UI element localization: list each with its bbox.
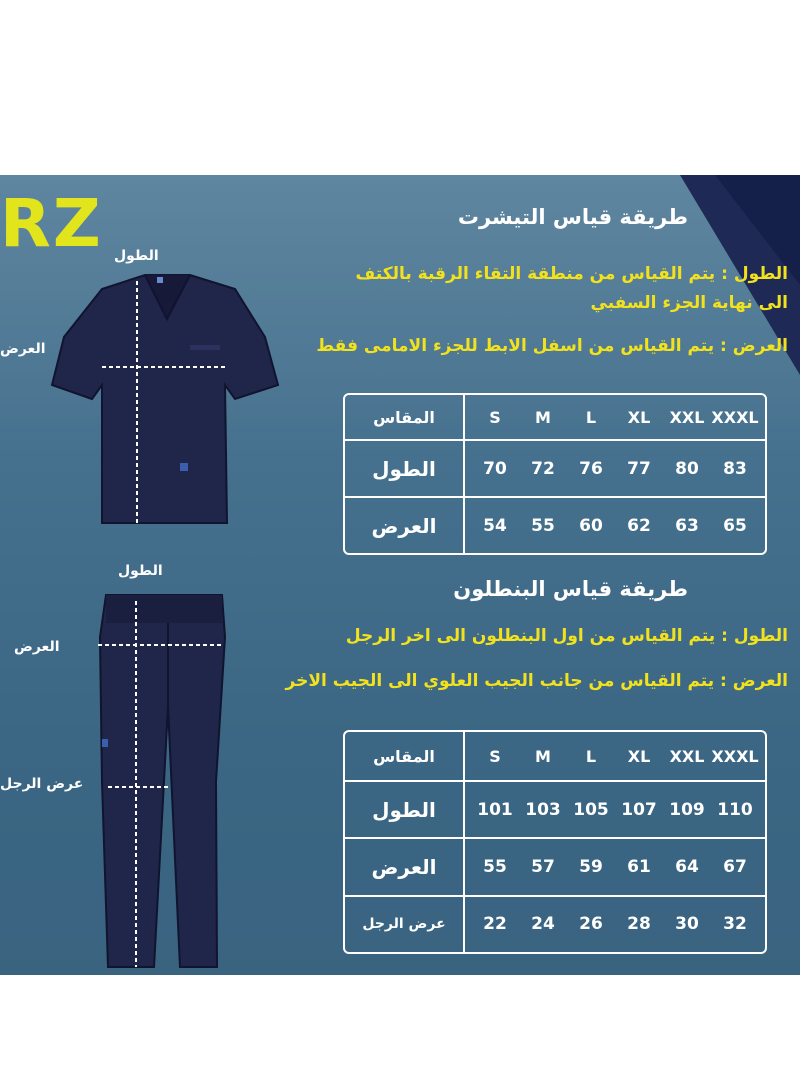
- size-s: S: [489, 407, 501, 427]
- table-cell: 61: [627, 856, 651, 877]
- size-xl: XL: [627, 407, 651, 427]
- shirt-table-size-row: [463, 395, 765, 439]
- table-cell: 76: [579, 458, 603, 479]
- shirt-length-line-1: الطول : يتم القياس من منطقة التقاء الرقبة بالكتف: [355, 264, 788, 284]
- size-xxl: XXL: [669, 407, 705, 427]
- pants-table-header-label: المقاس: [373, 746, 435, 766]
- pants-size-table: [343, 730, 767, 954]
- table-cell: 30: [675, 914, 699, 935]
- table-cell: 67: [723, 856, 747, 877]
- shirt-row-length-label: الطول: [345, 439, 463, 496]
- brand-logo: RZ: [0, 185, 103, 262]
- table-row: [463, 439, 765, 496]
- table-cell: 24: [531, 914, 555, 935]
- table-row: [463, 496, 765, 553]
- table-cell: 110: [717, 799, 753, 820]
- pants-row-length-label: الطول: [345, 780, 463, 837]
- table-cell: 83: [723, 458, 747, 479]
- table-cell: 70: [483, 458, 507, 479]
- table-cell: 101: [477, 799, 513, 820]
- shirt-width-line: العرض : يتم القياس من اسفل الابط للجزء الامامى فقط: [316, 336, 788, 356]
- table-cell: 77: [627, 458, 651, 479]
- table-cell: 57: [531, 856, 555, 877]
- shirt-diagram: [30, 267, 290, 537]
- table-cell: 72: [531, 458, 555, 479]
- size-xl: XL: [627, 746, 651, 766]
- table-cell: 103: [525, 799, 561, 820]
- pants-table-size-row: [463, 732, 765, 780]
- table-cell: 28: [627, 914, 651, 935]
- table-cell: 55: [531, 515, 555, 536]
- pants-diagram: [92, 587, 242, 975]
- size-s: S: [489, 746, 501, 766]
- table-cell: 26: [579, 914, 603, 935]
- shirt-length-label: الطول: [114, 248, 159, 264]
- shirt-width-label: العرض: [0, 341, 46, 357]
- table-cell: 55: [483, 856, 507, 877]
- pants-title: طريقة قياس البنطلون: [453, 577, 688, 601]
- pants-length-line: الطول : يتم القياس من اول البنطلون الى اخر الرجل: [345, 626, 788, 646]
- size-xxxl: XXXL: [711, 746, 759, 766]
- shirt-size-table: [343, 393, 767, 555]
- pants-width-line: العرض : يتم القياس من جانب الجيب العلوي الى الجيب الاخر: [285, 671, 788, 691]
- pants-row-leg-width-label: عرض الرجل: [345, 895, 463, 952]
- size-l: L: [585, 746, 597, 766]
- shirt-table-header-label: المقاس: [373, 407, 435, 427]
- pants-leg-width-label: عرض الرجل: [0, 776, 84, 792]
- size-m: M: [535, 407, 551, 427]
- size-xxxl: XXXL: [711, 407, 759, 427]
- table-cell: 62: [627, 515, 651, 536]
- table-cell: 54: [483, 515, 507, 536]
- table-cell: 60: [579, 515, 603, 536]
- pants-length-label: الطول: [118, 563, 163, 579]
- table-cell: 59: [579, 856, 603, 877]
- shirt-length-line-2: الى نهاية الجزء السفبي: [590, 293, 788, 313]
- table-cell: 22: [483, 914, 507, 935]
- size-xxl: XXL: [669, 746, 705, 766]
- table-cell: 107: [621, 799, 657, 820]
- table-cell: 80: [675, 458, 699, 479]
- size-l: L: [585, 407, 597, 427]
- table-cell: 109: [669, 799, 705, 820]
- pants-width-label: العرض: [14, 639, 60, 655]
- table-cell: 65: [723, 515, 747, 536]
- size-chart-panel: [0, 175, 800, 975]
- pants-row-width-label: العرض: [345, 837, 463, 894]
- table-cell: 32: [723, 914, 747, 935]
- table-cell: 63: [675, 515, 699, 536]
- shirt-row-width-label: العرض: [345, 496, 463, 553]
- table-row: [463, 895, 765, 952]
- size-m: M: [535, 746, 551, 766]
- shirt-title: طريقة قياس التيشرت: [457, 205, 688, 229]
- table-row: [463, 780, 765, 837]
- table-cell: 105: [573, 799, 609, 820]
- table-row: [463, 837, 765, 894]
- table-cell: 64: [675, 856, 699, 877]
